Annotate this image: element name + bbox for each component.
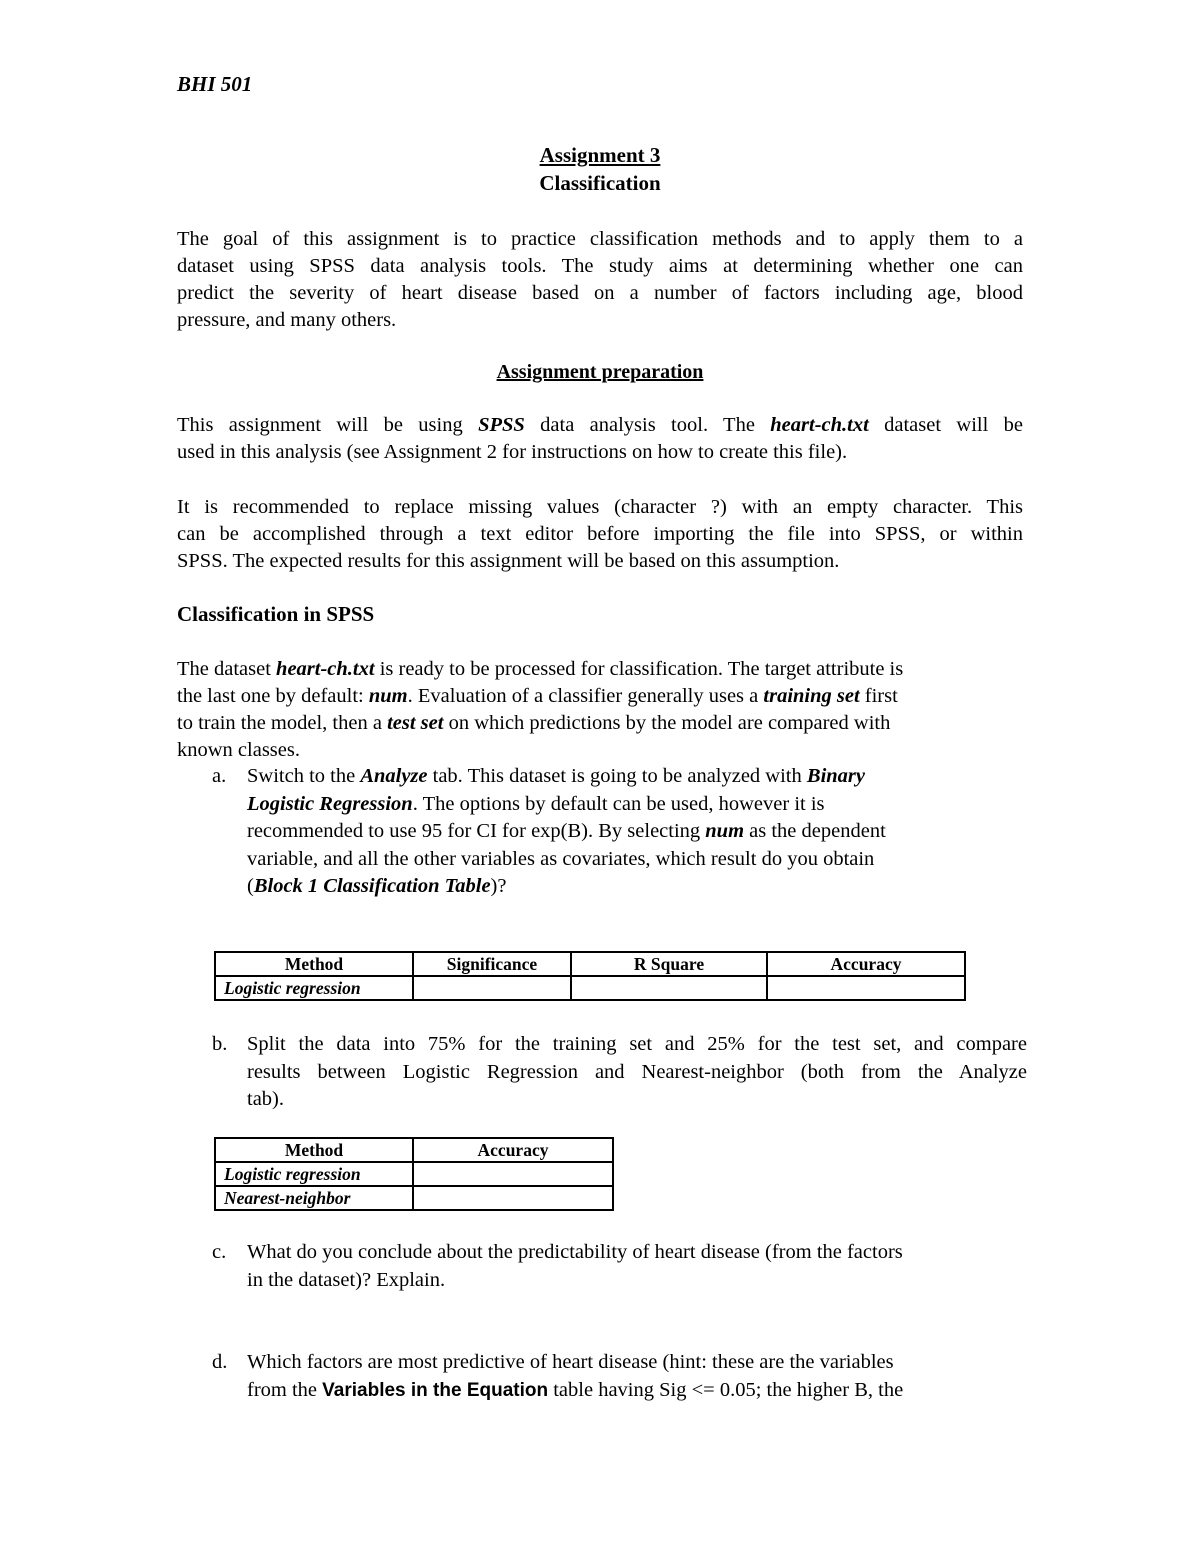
table-row xyxy=(215,1186,613,1210)
filename-emphasis: heart-ch.txt xyxy=(276,658,375,680)
list-marker: b. xyxy=(212,1033,228,1055)
filename-emphasis: heart-ch.txt xyxy=(770,414,869,436)
logistic-regression-emphasis: Logistic Regression xyxy=(247,792,413,815)
text-run: . Evaluation of a classifier generally uses a xyxy=(407,685,764,707)
text-run: to train the model, then a xyxy=(177,712,388,734)
text-run: first xyxy=(859,685,898,707)
answer-cell[interactable] xyxy=(571,976,767,1000)
table-row xyxy=(215,976,965,1000)
text-run: on which predictions by the model are compared with xyxy=(443,712,891,734)
block-table-emphasis: Block 1 Classification Table xyxy=(253,875,491,897)
intro-line: pressure, and many others. xyxy=(177,309,397,331)
text-line xyxy=(247,763,1027,791)
prep-line: can be accomplished through a text editor before importing the file into SPSS, or within xyxy=(177,523,1023,545)
text-run: data analysis tool. The xyxy=(524,414,771,436)
list-marker: a. xyxy=(212,765,227,787)
prep-line: used in this analysis (see Assignment 2 for instructions on how to create this file). xyxy=(177,441,848,463)
analyze-emphasis: Analyze xyxy=(360,765,428,787)
text-run: the last one by default: xyxy=(177,685,369,707)
test-set-emphasis: test set xyxy=(387,712,444,734)
results-table-1 xyxy=(214,951,966,1001)
list-item-c xyxy=(212,1239,1024,1295)
text-run: The dataset xyxy=(177,658,277,680)
assignment-subtitle: Classification xyxy=(539,171,661,195)
table-header-row xyxy=(215,1138,613,1162)
row-label: Nearest-neighbor xyxy=(215,1186,413,1210)
binary-emphasis: Binary xyxy=(806,765,865,787)
answer-cell[interactable] xyxy=(767,976,965,1000)
num-emphasis: num xyxy=(368,685,408,707)
column-header: Accuracy xyxy=(413,1138,613,1162)
answer-cell[interactable] xyxy=(413,1162,613,1186)
list-marker: c. xyxy=(212,1241,227,1263)
column-header: Significance xyxy=(413,952,571,976)
training-set-emphasis: training set xyxy=(763,685,860,707)
assignment-title: Assignment 3 xyxy=(539,143,661,167)
text-run: tab. This dataset is going to be analyzed with xyxy=(427,765,807,787)
row-label: Logistic regression xyxy=(215,1162,413,1186)
column-header: R Square xyxy=(571,952,767,976)
text-run: dataset will be xyxy=(868,414,1023,436)
prep-line xyxy=(177,412,1023,439)
text-run: ( xyxy=(247,875,254,897)
intro-line: dataset using SPSS data analysis tools. The study aims at determining whether one can xyxy=(177,255,1023,277)
prep-line: SPSS. The expected results for this assignment will be based on this assumption. xyxy=(177,550,840,572)
text-line: Split the data into 75% for the training set and 25% for the test set, and compare xyxy=(247,1033,1027,1055)
section-line xyxy=(177,710,1023,737)
list-marker: d. xyxy=(212,1351,228,1373)
text-line xyxy=(247,791,1027,819)
prep-heading: Assignment preparation xyxy=(496,361,704,383)
column-header: Accuracy xyxy=(767,952,965,976)
text-line: variable, and all the other variables as covariates, which result do you obtain xyxy=(247,847,875,870)
row-label: Logistic regression xyxy=(215,976,413,1000)
course-code: BHI 501 xyxy=(177,72,253,96)
list-item-text xyxy=(247,1239,1027,1294)
list-item-d xyxy=(212,1349,1024,1405)
list-item-b xyxy=(212,1031,1027,1115)
intro-line: The goal of this assignment is to practice classification methods and to apply them to a xyxy=(177,228,1023,250)
text-line: Which factors are most predictive of heart disease (hint: these are the variables xyxy=(247,1351,894,1373)
section-line xyxy=(177,656,1023,683)
text-line xyxy=(247,818,1027,846)
table-header-row xyxy=(215,952,965,976)
text-run: recommended to use 95 for CI for exp(B). By selecting xyxy=(247,820,706,842)
text-line: in the dataset)? Explain. xyxy=(247,1268,446,1291)
section-line xyxy=(177,683,1023,710)
text-run: . The options by default can be used, however it is xyxy=(412,792,825,815)
results-table-2 xyxy=(214,1137,614,1211)
text-run: is ready to be processed for classification. The target attribute is xyxy=(374,658,904,680)
list-item-a xyxy=(212,763,1024,903)
text-run: as the dependent xyxy=(744,820,886,842)
variables-table-emphasis: Variables in the Equation xyxy=(322,1379,549,1401)
text-run: from the xyxy=(247,1378,323,1401)
table-row xyxy=(215,1162,613,1186)
text-line: What do you conclude about the predictability of heart disease (from the factors xyxy=(247,1241,903,1263)
section-line: known classes. xyxy=(177,739,300,761)
spss-emphasis: SPSS xyxy=(478,414,525,436)
text-line: results between Logistic Regression and Nearest-neighbor (both from the Analyze xyxy=(247,1060,1027,1083)
list-item-text xyxy=(247,763,1027,901)
intro-line: predict the severity of heart disease based on a number of factors including age, blood xyxy=(177,282,1023,304)
answer-cell[interactable] xyxy=(413,1186,613,1210)
text-line: tab). xyxy=(247,1088,284,1110)
prep-line: It is recommended to replace missing values (character ?) with an empty character. This xyxy=(177,496,1023,518)
text-run: This assignment will be using xyxy=(177,414,479,436)
list-item-text xyxy=(247,1031,1027,1114)
answer-cell[interactable] xyxy=(413,976,571,1000)
text-run: Switch to the xyxy=(247,765,361,787)
section-heading: Classification in SPSS xyxy=(177,602,375,626)
list-item-text xyxy=(247,1349,1027,1404)
text-line xyxy=(247,873,1027,901)
text-run: )? xyxy=(490,875,507,897)
column-header: Method xyxy=(215,952,413,976)
column-header: Method xyxy=(215,1138,413,1162)
text-run: table having Sig <= 0.05; the higher B, the xyxy=(548,1378,904,1401)
num-emphasis: num xyxy=(705,820,745,842)
text-line xyxy=(247,1377,1027,1405)
